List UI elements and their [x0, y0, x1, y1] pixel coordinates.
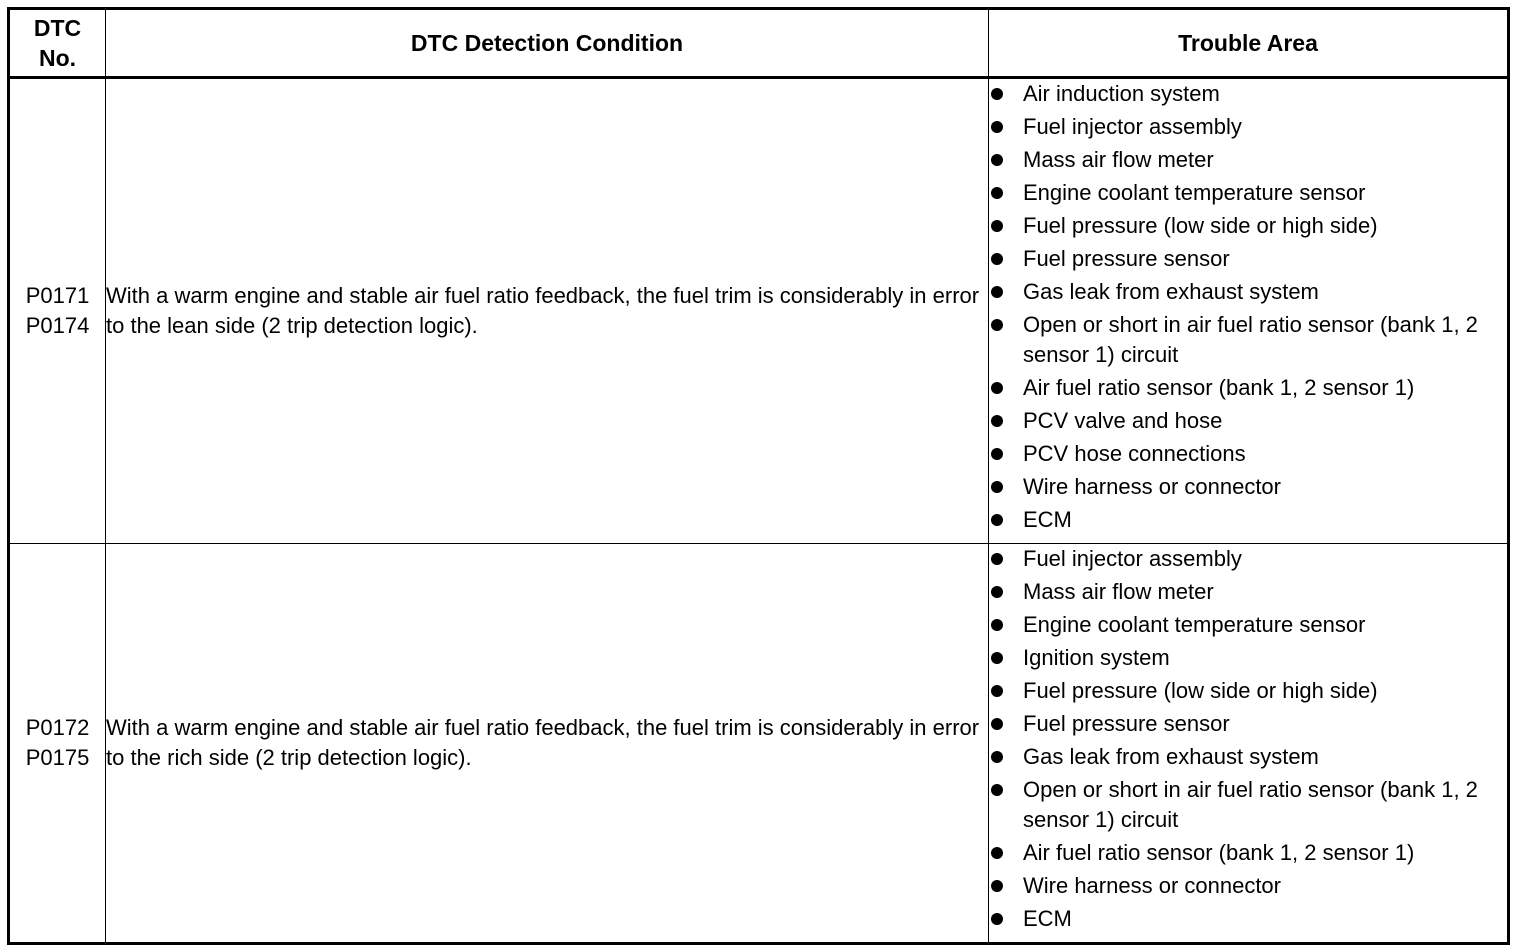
list-item: Air fuel ratio sensor (bank 1, 2 sensor 1): [989, 838, 1507, 868]
detection-condition-cell: [106, 544, 989, 944]
header-detection-condition: DTC Detection Condition: [106, 9, 989, 78]
header-dtc-no-label: DTC No.: [33, 15, 82, 71]
header-dtc-no: [9, 9, 106, 78]
dtc-code: P0172: [25, 715, 90, 741]
list-item: PCV valve and hose: [989, 406, 1507, 436]
list-item: Fuel pressure (low side or high side): [989, 676, 1507, 706]
list-item: Gas leak from exhaust system: [989, 742, 1507, 772]
detection-condition-cell: [106, 78, 989, 544]
list-item: PCV hose connections: [989, 439, 1507, 469]
detection-condition-text: With a warm engine and stable air fuel ratio feedback, the fuel trim is considerably in error to the lean side (2 trip detection logic).: [106, 283, 980, 339]
list-item: Engine coolant temperature sensor: [989, 178, 1507, 208]
dtc-code-cell: [9, 78, 106, 544]
list-item: Mass air flow meter: [989, 145, 1507, 175]
dtc-table: [7, 7, 1510, 945]
list-item: Air induction system: [989, 79, 1507, 109]
list-item: ECM: [989, 505, 1507, 535]
list-item: Fuel pressure sensor: [989, 244, 1507, 274]
trouble-area-cell: [989, 78, 1509, 544]
list-item: Engine coolant temperature sensor: [989, 610, 1507, 640]
list-item: Fuel injector assembly: [989, 112, 1507, 142]
header-trouble-area: Trouble Area: [989, 9, 1509, 78]
list-item: Wire harness or connector: [989, 472, 1507, 502]
list-item: ECM: [989, 904, 1507, 934]
list-item: Fuel pressure (low side or high side): [989, 211, 1507, 241]
list-item: Fuel injector assembly: [989, 544, 1507, 574]
list-item: Wire harness or connector: [989, 871, 1507, 901]
dtc-code-cell: [9, 544, 106, 944]
table-row: [9, 78, 1509, 544]
trouble-area-cell: [989, 544, 1509, 944]
list-item: Air fuel ratio sensor (bank 1, 2 sensor 1): [989, 373, 1507, 403]
dtc-table-container: [7, 7, 1510, 945]
list-item: Ignition system: [989, 643, 1507, 673]
detection-condition-text: With a warm engine and stable air fuel ratio feedback, the fuel trim is considerably in error to the rich side (2 trip detection logic).: [106, 715, 980, 771]
trouble-area-list: [989, 544, 1507, 934]
list-item: Fuel pressure sensor: [989, 709, 1507, 739]
dtc-code: P0174: [25, 313, 90, 339]
list-item: Mass air flow meter: [989, 577, 1507, 607]
dtc-code: P0175: [25, 745, 90, 771]
list-item: Gas leak from exhaust system: [989, 277, 1507, 307]
list-item: Open or short in air fuel ratio sensor (bank 1, 2 sensor 1) circuit: [989, 775, 1507, 835]
dtc-code: P0171: [25, 283, 90, 309]
header-row: [9, 9, 1509, 78]
list-item: Open or short in air fuel ratio sensor (bank 1, 2 sensor 1) circuit: [989, 310, 1507, 370]
trouble-area-list: [989, 79, 1507, 535]
table-row: [9, 544, 1509, 944]
